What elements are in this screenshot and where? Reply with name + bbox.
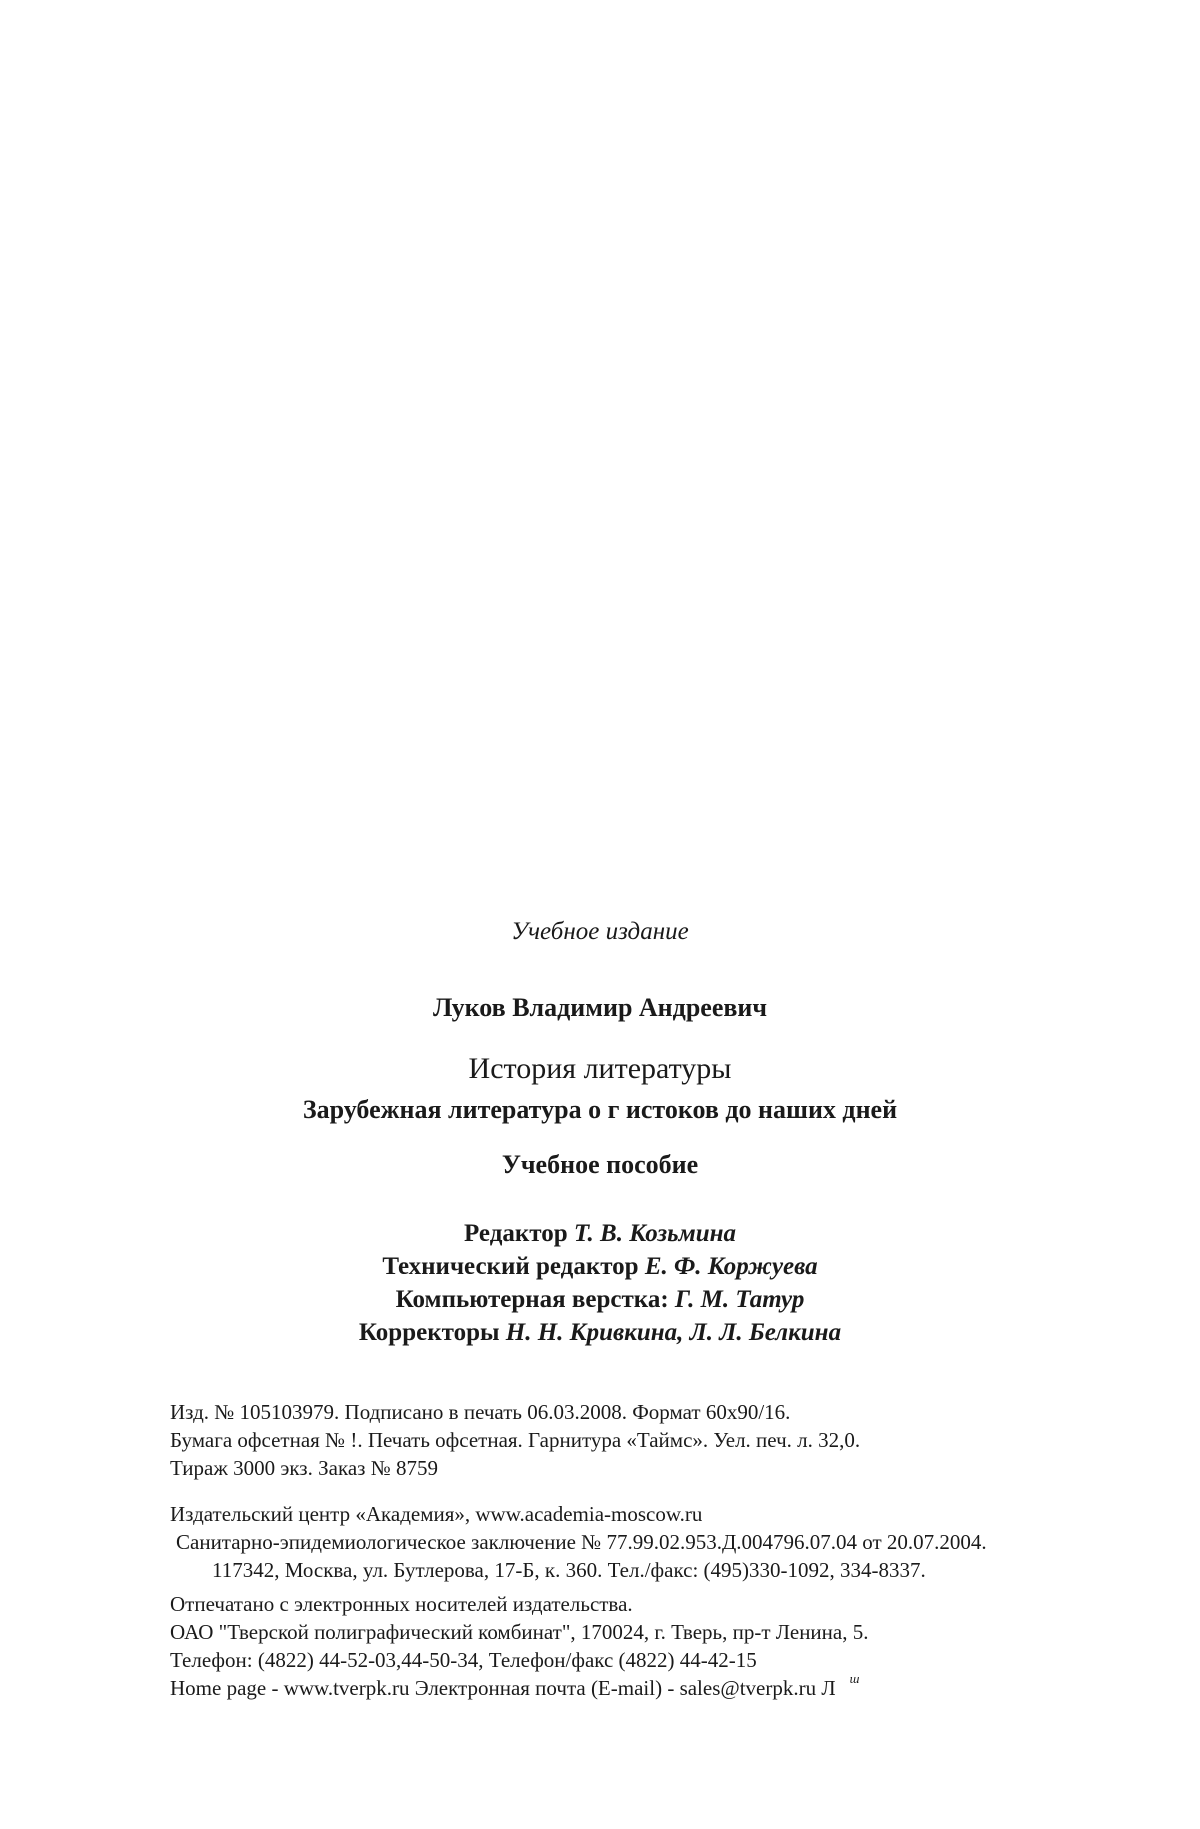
printer-line-text: Home page - www.tverpk.ru Электронная почта (E-mail) - sales@tverpk.ru Л [170,1676,836,1700]
print-info-line: Изд. № 105103979. Подписано в печать 06.03.2008. Формат 60x90/16. [170,1400,791,1424]
credit-role: Корректоры [358,1319,500,1346]
publisher-line: 117342, Москва, ул. Бутлерова, 17-Б, к. 360. Тел./факс: (495)330-1092, 334-8337. [212,1558,926,1582]
edition-type: Учебное издание [511,918,689,945]
credit-person: Г. М. Татур [674,1286,805,1313]
publisher-line: Издательский центр «Академия», www.academia-moscow.ru [170,1502,703,1526]
printer-line: Отпечатано с электронных носителей издательства. [170,1592,633,1616]
credit-person: Е. Ф. Коржуева [644,1253,818,1280]
book-subtitle: Зарубежная литература о г истоков до наших дней [302,1095,898,1124]
printer-line [170,1671,1170,1705]
publisher-line: Санитарно-эпидемиологическое заключение № 77.99.02.953.Д.004796.07.04 от 20.07.2004. [176,1530,987,1554]
print-info-line: Бумага офсетная № !. Печать офсетная. Гарнитура «Таймс». Уел. печ. л. 32,0. [170,1428,861,1452]
credit-editor [0,1217,1200,1250]
credit-proofreaders [0,1316,1200,1349]
footnote-mark: ш [849,1671,860,1686]
printer-line: ОАО "Тверской полиграфический комбинат", 170024, г. Тверь, пр-т Ленина, 5. [170,1620,869,1644]
credit-tech-editor [0,1250,1200,1283]
credit-person: Т. В. Козьмина [573,1220,736,1247]
credit-person: Н. Н. Кривкина, Л. Л. Белкина [505,1319,842,1346]
credit-role: Технический редактор [382,1253,639,1280]
book-kind: Учебное пособие [501,1150,699,1179]
credit-role: Редактор [463,1220,568,1247]
credits-block [0,1217,1200,1349]
printer-line: Телефон: (4822) 44-52-03,44-50-34, Телефон/факс (4822) 44-42-15 [170,1648,757,1672]
print-info-line: Тираж 3000 экз. Заказ № 8759 [170,1456,438,1480]
printer-block [170,1590,1170,1705]
credit-role: Компьютерная верстка: [395,1286,669,1313]
credit-layout [0,1283,1200,1316]
book-title: История литературы [468,1052,732,1085]
print-info-block [170,1398,1170,1482]
publisher-block [170,1500,1170,1584]
author-name: Луков Владимир Андреевич [432,993,768,1022]
